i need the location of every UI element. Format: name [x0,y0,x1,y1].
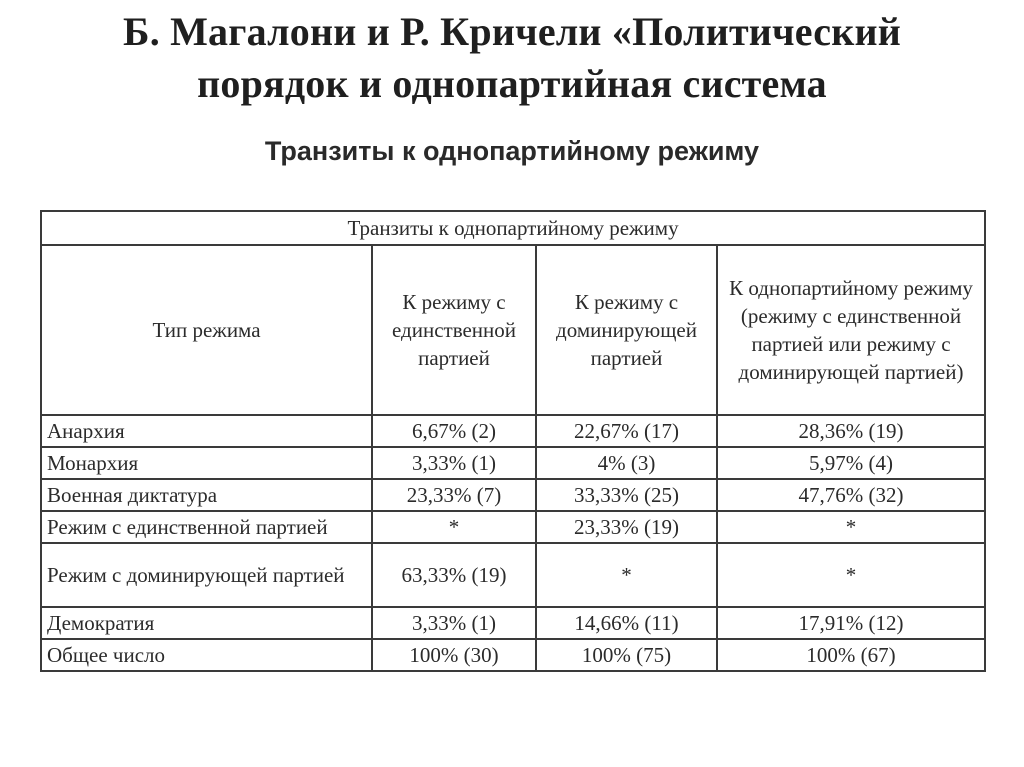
row-regime-type: Демократия [41,607,372,639]
cell-dominant-party: * [536,543,717,607]
cell-single-party: 63,33% (19) [372,543,536,607]
transitions-table-container [40,210,984,672]
header-regime-type: Тип режима [41,245,372,415]
cell-single-party: 3,33% (1) [372,447,536,479]
cell-dominant-party: 22,67% (17) [536,415,717,447]
cell-one-party: 100% (67) [717,639,985,671]
cell-single-party: 6,67% (2) [372,415,536,447]
table-row [41,511,985,543]
table-row [41,479,985,511]
header-single-party: К режиму с единственной партией [372,245,536,415]
table-row [41,543,985,607]
row-regime-type: Военная диктатура [41,479,372,511]
row-regime-type: Режим с доминирующей партией [41,543,372,607]
header-one-party: К однопартийному режиму (режиму с единственной партией или режиму с доминирующей партией) [717,245,985,415]
cell-one-party: 28,36% (19) [717,415,985,447]
cell-one-party: * [717,511,985,543]
cell-one-party: 17,91% (12) [717,607,985,639]
table-row [41,415,985,447]
transitions-table [40,210,986,672]
table-caption-row [41,211,985,245]
table-row [41,447,985,479]
cell-single-party: 23,33% (7) [372,479,536,511]
table-row [41,639,985,671]
table-header-row [41,245,985,415]
row-regime-type: Анархия [41,415,372,447]
cell-single-party: 100% (30) [372,639,536,671]
cell-single-party: 3,33% (1) [372,607,536,639]
header-dominant-party: К режиму с доминирующей партией [536,245,717,415]
slide-title-line-1: Б. Магалони и Р. Кричели «Политический [123,9,901,54]
cell-one-party: * [717,543,985,607]
cell-dominant-party: 14,66% (11) [536,607,717,639]
row-regime-type: Режим с единственной партией [41,511,372,543]
table-caption: Транзиты к однопартийному режиму [41,211,985,245]
slide-subtitle: Транзиты к однопартийному режиму [264,136,760,166]
cell-dominant-party: 33,33% (25) [536,479,717,511]
cell-one-party: 47,76% (32) [717,479,985,511]
row-regime-type: Монархия [41,447,372,479]
cell-one-party: 5,97% (4) [717,447,985,479]
cell-dominant-party: 4% (3) [536,447,717,479]
cell-dominant-party: 100% (75) [536,639,717,671]
row-regime-type: Общее число [41,639,372,671]
slide-title [0,6,1024,110]
cell-single-party: * [372,511,536,543]
cell-dominant-party: 23,33% (19) [536,511,717,543]
slide-title-line-2: порядок и однопартийная система [197,61,827,106]
table-row [41,607,985,639]
